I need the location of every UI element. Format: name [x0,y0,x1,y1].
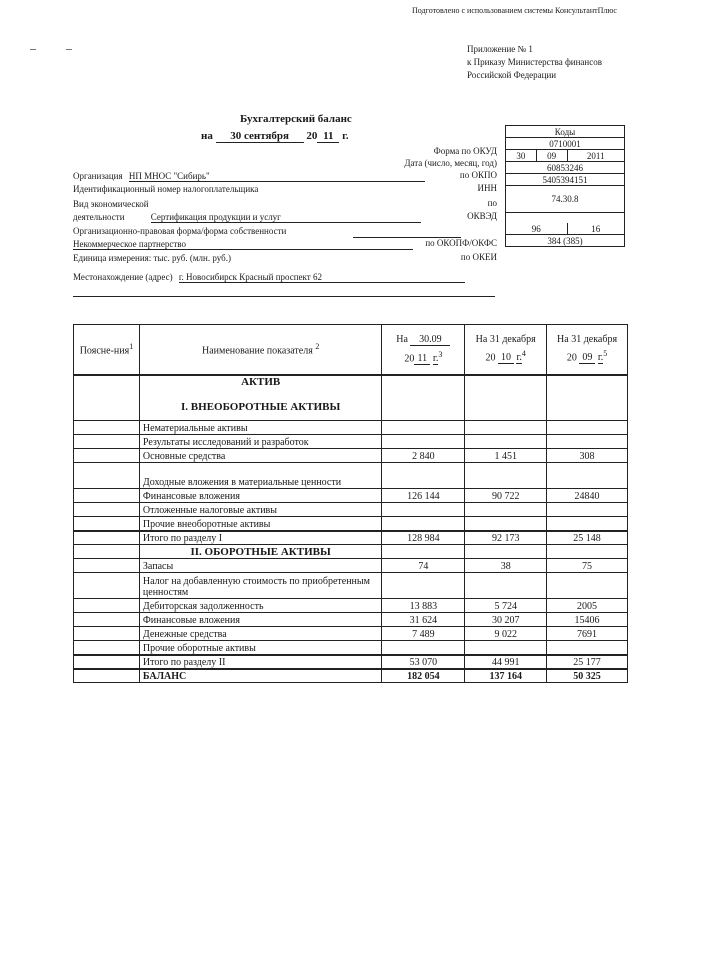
row-name: Денежные средства [139,627,382,641]
header-col5 [547,325,628,375]
label-date: Дата (число, месяц, год) [404,158,497,168]
codes-box [505,125,625,247]
table-row [74,573,628,599]
header-col4 [465,325,547,375]
row-value: 24840 [547,489,628,503]
label-address: Местонахождение (адрес) [73,272,173,282]
row-name: Налог на добавленную стоимость по приобретенным ценностям [139,573,382,599]
row-value [382,463,465,489]
row-note [74,517,140,531]
date-value: 30 сентября [216,130,304,143]
row-name: Нематериальные активы [139,421,382,435]
table-row [74,449,628,463]
header-notes [74,325,140,375]
row-note [74,599,140,613]
codes-header: Коды [506,126,625,138]
row-value: 90 722 [465,489,547,503]
row-value: 126 144 [382,489,465,503]
row-value [382,435,465,449]
row-note [74,421,140,435]
okfs-code: 16 [567,223,625,235]
okpo-code: 60853246 [506,162,625,174]
row-value [547,573,628,599]
header-col4-suf: г. [516,352,522,364]
date-prefix: на [201,130,213,142]
label-okopf: по ОКОПФ/ОКФС [425,238,497,248]
row-name: Прочие оборотные активы [139,641,382,655]
row-value [547,421,628,435]
date-year-code: 2011 [567,150,625,162]
label-activity-1: Вид экономической [73,199,149,209]
row-value: 75 [547,559,628,573]
balance-v1: 182 054 [382,669,465,683]
date-month: 09 [536,150,567,162]
top-note: Подготовлено с использованием системы КонсультантПлюс [412,6,617,15]
row-value: 25 148 [547,531,628,545]
date-suffix: г. [342,130,349,142]
row-name: Финансовые вложения [139,489,382,503]
row-note [74,627,140,641]
row-value [547,517,628,531]
row-value: 2 840 [382,449,465,463]
row-value [547,463,628,489]
label-inn-full: Идентификационный номер налогоплательщика [73,184,259,194]
row-name: Итого по разделу I [139,531,382,545]
row-value: 25 177 [547,655,628,669]
scan-mark [30,49,36,50]
header-col4-yp: 20 [485,352,496,364]
label-unit: Единица измерения: тыс. руб. (млн. руб.) [73,253,231,263]
row-note [74,655,140,669]
row-note [74,503,140,517]
address-row [73,272,465,283]
table-header-row [74,325,628,375]
header-col4-sup: 4 [521,349,526,359]
row-value: 44 991 [465,655,547,669]
inn-code: 5405394151 [506,174,625,186]
header-col5-suf: г. [597,352,604,364]
row-value [382,641,465,655]
row-value: 92 173 [465,531,547,545]
appendix-line: Приложение № 1 [467,44,533,54]
appendix-line: Российской Федерации [467,70,557,80]
date-day: 30 [506,150,537,162]
legal-form-line [353,237,461,238]
row-name: Прочие внеоборотные активы [139,517,382,531]
header-col3 [382,325,465,375]
header-indicator-sup: 2 [315,342,320,352]
row-name: Доходные вложения в материальные ценности [139,463,382,489]
row-value: 53 070 [382,655,465,669]
row-note [74,489,140,503]
header-notes-text: Поясне-ния [79,345,130,357]
header-col5-yp: 20 [566,352,577,364]
okud-code: 0710001 [506,138,625,150]
header-notes-sup: 1 [129,342,134,352]
row-name: Запасы [139,559,382,573]
okved-code: 74.30.8 [506,186,625,213]
header-col3-suf: г. [432,352,439,364]
label-okud: Форма по ОКУД [433,146,497,156]
header-col3-top: На [396,333,408,345]
header-col3-year: 11 [414,353,430,365]
section-active: АКТИВ [241,375,281,388]
row-note [74,531,140,545]
section-active-row [74,375,628,421]
table-row [74,641,628,655]
org-value: НП МНОС "Сибирь" [129,171,425,182]
appendix [467,43,602,82]
label-legal-form: Организационно-правовая форма/форма собственности [73,226,287,236]
row-value [382,503,465,517]
table-row [74,435,628,449]
row-value [465,503,547,517]
label-org: Организация [73,171,123,181]
row-value: 2005 [547,599,628,613]
address-line-2 [73,296,495,297]
section-2-title: II. ОБОРОТНЫЕ АКТИВЫ [139,545,382,559]
appendix-line: к Приказу Министерства финансов [467,57,602,67]
header-indicator-text: Наименование показателя [201,345,313,357]
row-name: Дебиторская задолженность [139,599,382,613]
table-row [74,503,628,517]
table-row [74,613,628,627]
row-value: 9 022 [465,627,547,641]
scan-mark [66,49,72,50]
row-value: 30 207 [465,613,547,627]
row-value: 5 724 [465,599,547,613]
row-name: Результаты исследований и разработок [139,435,382,449]
row-value [465,421,547,435]
balance-row [74,669,628,683]
label-activity-2: деятельности [73,212,125,222]
row-note [74,449,140,463]
page-title: Бухгалтерский баланс [240,113,352,125]
balance-table [73,324,628,683]
legal-form-text: Некоммерческое партнерство [73,239,413,250]
okei-code: 384 (385) [506,235,625,247]
header-col3-date: 30.09 [410,334,450,346]
row-value: 13 883 [382,599,465,613]
row-value [547,641,628,655]
table-row [74,559,628,573]
row-value [465,573,547,599]
row-note [74,641,140,655]
table-row [74,463,628,489]
okopf-spacer [506,213,625,224]
date-year-prefix: 20 [306,130,318,142]
report-date [201,130,349,143]
org-row [73,171,425,182]
header-col5-sup: 5 [603,349,608,359]
header-indicator [139,325,382,375]
row-value: 308 [547,449,628,463]
header-col3-yp: 20 [404,352,415,364]
row-value [465,463,547,489]
row-value [382,517,465,531]
row-value: 15406 [547,613,628,627]
header-col5-top: На 31 декабря [557,334,618,346]
row-value: 7691 [547,627,628,641]
activity-row [73,212,421,223]
table-row [74,599,628,613]
balance-v2: 137 164 [465,669,547,683]
row-value: 31 624 [382,613,465,627]
row-note [74,613,140,627]
okopf-code: 96 [506,223,568,235]
table-row [74,531,628,545]
label-inn: ИНН [477,183,497,193]
row-value: 128 984 [382,531,465,545]
row-value [547,503,628,517]
date-year: 11 [317,130,339,143]
row-value: 38 [465,559,547,573]
header-col5-year: 09 [579,352,595,364]
row-value: 1 451 [465,449,547,463]
label-po: по [487,198,497,208]
row-value [382,573,465,599]
row-name: Итого по разделу II [139,655,382,669]
row-value [465,641,547,655]
address-value: г. Новосибирск Красный проспект 62 [179,272,465,283]
legal-form-value [73,239,413,250]
label-okved: ОКВЭД [467,211,497,221]
row-value [465,435,547,449]
section-1-title: I. ВНЕОБОРОТНЫЕ АКТИВЫ [181,400,341,413]
activity-value: Сертификация продукции и услуг [151,212,421,223]
balance-label: БАЛАНС [139,669,382,683]
row-name: Отложенные налоговые активы [139,503,382,517]
section-2-row [74,545,628,559]
header-col4-top: На 31 декабря [475,334,536,346]
table-row [74,627,628,641]
row-value: 74 [382,559,465,573]
table-row [74,517,628,531]
row-note [74,435,140,449]
row-name: Финансовые вложения [139,613,382,627]
table-row [74,655,628,669]
row-note [74,573,140,599]
row-value: 7 489 [382,627,465,641]
balance-v3: 50 325 [547,669,628,683]
label-okpo: по ОКПО [459,170,497,180]
table-row [74,421,628,435]
row-value [382,421,465,435]
row-note [74,559,140,573]
header-col3-sup: 3 [438,349,443,359]
row-note [74,463,140,489]
row-name: Основные средства [139,449,382,463]
header-col4-year: 10 [498,352,514,364]
row-value [465,517,547,531]
row-value [547,435,628,449]
label-okei: по ОКЕИ [460,252,497,262]
table-row [74,489,628,503]
